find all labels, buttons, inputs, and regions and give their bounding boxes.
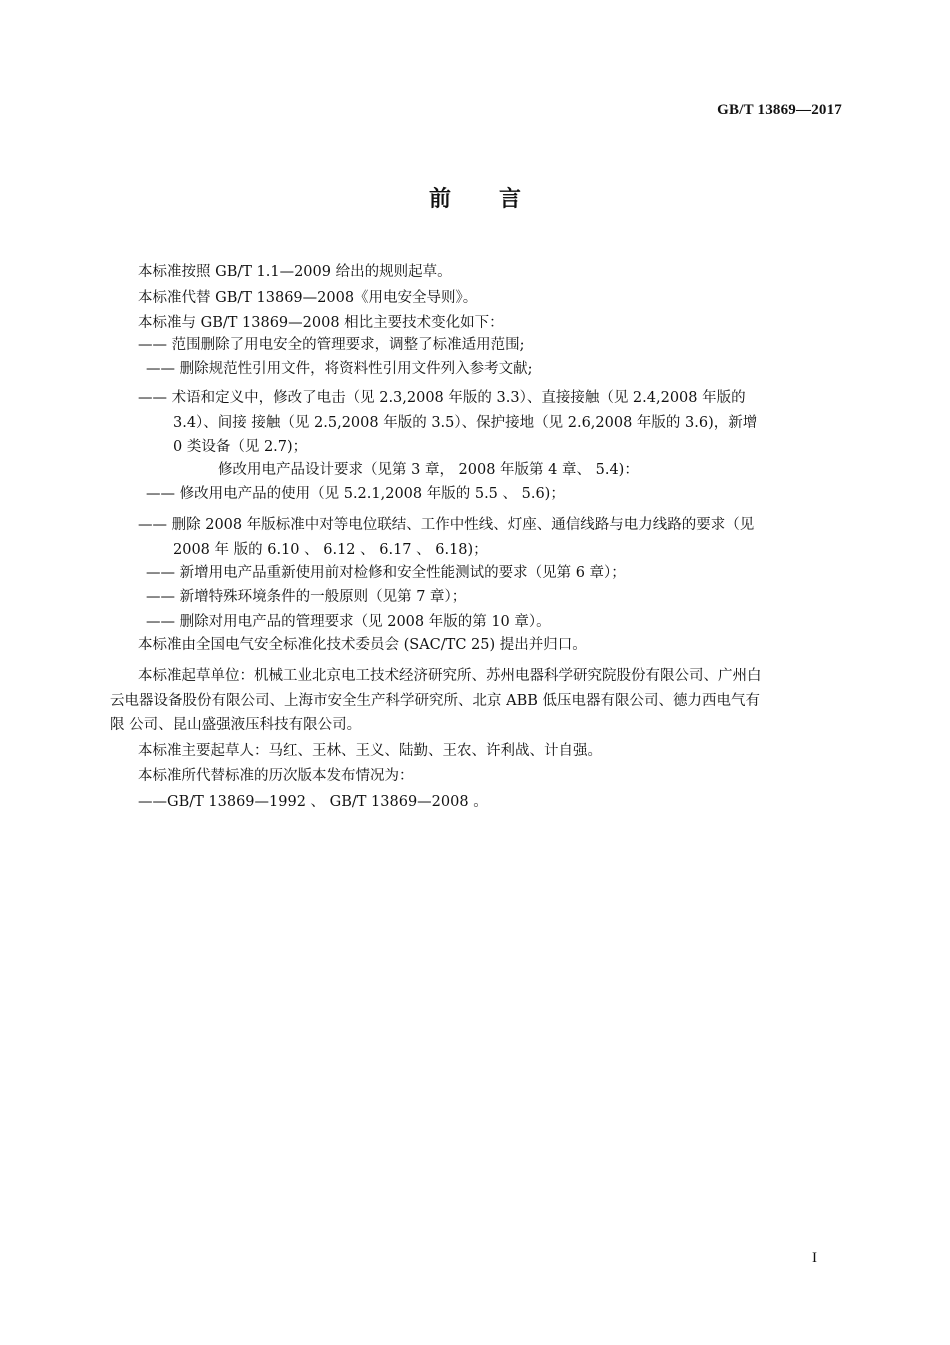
text-line: 本标准起草单位：机械工业北京电工技术经济研究所、苏州电器科学研究院股份有限公司、广州白 [138, 668, 762, 684]
text-line: —— 删除对用电产品的管理要求（见 2008 年版的第 10 章）。 [146, 614, 551, 630]
page-number: I [812, 1250, 817, 1266]
text-line: —— 删除 2008 年版标准中对等电位联结、工作中性线、灯座、通信线路与电力线路的要求（见 [138, 517, 755, 533]
standard-code: GB/T 13869—2017 [717, 102, 842, 118]
text-line: 3.4）、间接 接触（见 2.5,2008 年版的 3.5）、保护接地（见 2.6,2008 年版的 3.6)，新增 [173, 415, 758, 431]
text-line: 本标准主要起草人：马红、王林、王义、陆勤、王农、许利战、计自强。 [138, 743, 602, 759]
text-line: 2008 年 版的 6.10 、 6.12 、 6.17 、 6.18)； [173, 542, 488, 558]
text-line: —— 新增用电产品重新使用前对检修和安全性能测试的要求（见第 6 章）； [146, 565, 626, 581]
text-line: 本标准所代替标准的历次版本发布情况为： [138, 768, 414, 784]
text-line: —— 删除规范性引用文件，将资料性引用文件列入参考文献; [146, 361, 533, 377]
text-line: —— 新增特殊环境条件的一般原则（见第 7 章）； [146, 589, 467, 605]
text-line: 本标准按照 GB/T 1.1—2009 给出的规则起草。 [138, 264, 452, 280]
text-line: 云电器设备股份有限公司、上海市安全生产科学研究所、北京 ABB 低压电器有限公司、德力西电气有 [110, 693, 760, 709]
text-line: 修改用电产品设计要求（见第 3 章， 2008 年版第 4 章、 5.4)： [218, 462, 639, 478]
text-line: —— 修改用电产品的使用（见 5.2.1,2008 年版的 5.5 、 5.6)； [146, 486, 565, 502]
text-line: 本标准代替 GB/T 13869—2008《用电安全导则》。 [138, 290, 478, 306]
text-line: 限 公司、昆山盛强液压科技有限公司。 [110, 717, 362, 733]
text-line: ——GB/T 13869—1992 、 GB/T 13869—2008 。 [138, 794, 488, 810]
text-line: 0 类设备（见 2.7)； [173, 439, 308, 455]
text-line: —— 范围删除了用电安全的管理要求，调整了标准适用范围; [138, 337, 525, 353]
page-title: 前言 [428, 187, 569, 212]
text-line: —— 术语和定义中，修改了电击（见 2.3,2008 年版的 3.3）、直接接触（见 2.4,2008 年版的 [138, 390, 746, 406]
text-line: 本标准与 GB/T 13869—2008 相比主要技术变化如下： [138, 315, 504, 331]
text-line: 本标准由全国电气安全标准化技术委员会 (SAC/TC 25) 提出并归口。 [138, 637, 587, 653]
